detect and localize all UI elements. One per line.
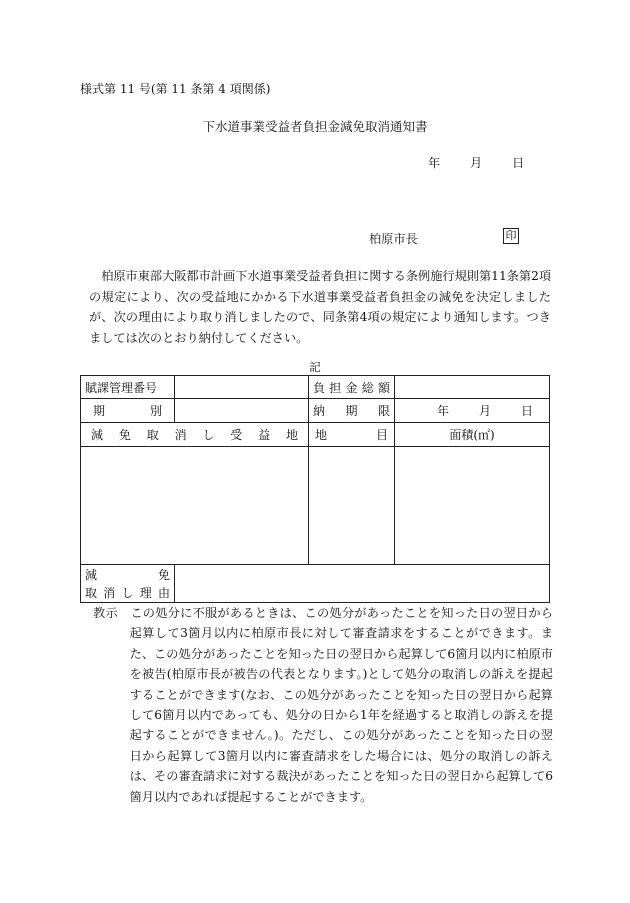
table-row [81,376,550,399]
assessment-number-label: 賦課管理番号 [81,376,175,399]
reason-label [81,565,175,603]
land-category-label: 地目 [309,423,395,447]
date-day-label: 日 [512,156,525,170]
period-cell [175,399,309,423]
table-row [81,447,550,565]
ki-heading: 記 [309,360,321,374]
table-row [81,565,550,603]
notice-section [93,603,553,807]
details-table [80,375,550,603]
due-year-label: 年 [437,404,450,418]
assessment-number-cell [175,376,309,399]
land-label: 減免取消し受益地 [81,423,309,447]
notice-text: この処分に不服があるときは、この処分があったことを知った日の翌日から起算して3箇月以内に柏原市長に対して審査請求をすることができます。また、この処分があったことを知った日の翌日から起算して6箇月以内に柏原市を被告(柏原市長が被告の代表となります。)として処分の取消しの訴えを提起することができます(なお、この処分があったことを知った日の翌日から起算して6箇月以内であっても、処分の日から1年を経過すると取消しの訴えを提起することができません。)。ただし、この処分があったことを知った日の翌日から起算して3箇月以内に審査請求をした場合には、処分の取消しの訴えは、その審査請求に対する裁決があったことを知った日の翌日から起算して6箇月以内であれば提起することができます。 [129,606,553,804]
reason-cell [175,565,550,603]
date-year-label: 年 [428,156,441,170]
period-label: 期別 [81,399,175,423]
total-amount-cell [395,376,550,399]
area-cell [395,447,550,565]
issuer-name: 柏原市長 [369,232,418,246]
notice-label: 教示 [93,606,118,620]
area-label: 面積(㎡) [395,423,550,447]
table-row [81,399,550,423]
body-paragraph: 柏原市東部大阪都市計画下水道事業受益者負担に関する条例施行規則第11条第2項の規定により、次の受益地にかかる下水道事業受益者負担金の減免を決定しましたが、次の理由により取り消しましたので、同条第4項の規定により通知します。つきましては次のとおり納付してください。 [89,269,552,345]
reason-label-line-2: 取消し理由 [85,585,170,600]
due-day-label: 日 [521,404,534,418]
due-date-label: 納期限 [309,399,395,423]
land-category-cell [309,447,395,565]
seal-mark: 印 [503,228,519,244]
due-date-cell [395,399,550,423]
land-cell [81,447,309,565]
table-row [81,423,550,447]
notice-paragraph [93,603,553,807]
issue-date [428,154,524,171]
reason-label-line-1: 減免 [85,567,170,582]
due-month-label: 月 [479,404,492,418]
document-title: 下水道事業受益者負担金減免取消通知書 [202,119,428,134]
total-amount-label: 負担金総額 [309,376,395,399]
date-month-label: 月 [470,156,483,170]
form-number: 様式第 11 号(第 11 条第 4 項関係) [80,82,271,96]
